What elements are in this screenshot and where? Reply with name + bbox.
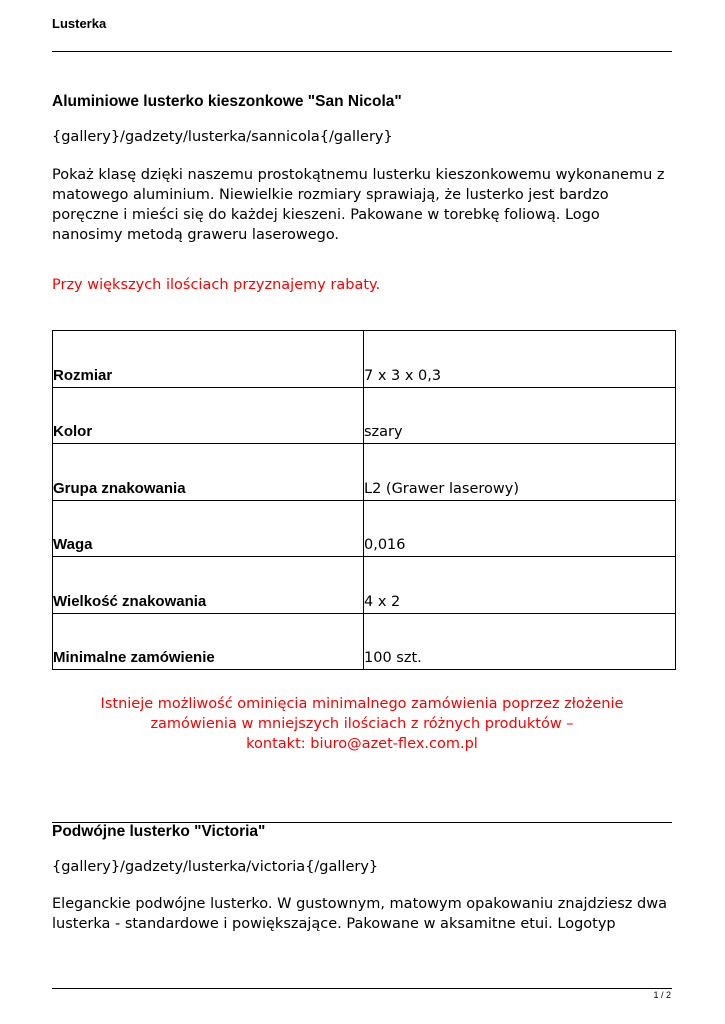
spec-label: Kolor xyxy=(53,387,364,444)
description-line: Eleganckie podwójne lusterko. W gustownym, matowym opakowaniu znajdziesz dwa xyxy=(52,896,667,912)
description-line: Pokaż klasę dzięki naszemu prostokątnemu lusterku kieszonkowemu wykonanemu z xyxy=(52,167,665,183)
spec-label: Wielkość znakowania xyxy=(53,557,364,614)
spec-value: 7 x 3 x 0,3 xyxy=(364,331,676,388)
spec-value: 4 x 2 xyxy=(364,557,676,614)
page-header-title: Lusterka xyxy=(52,16,107,31)
product-description xyxy=(52,894,677,934)
page-number: 1 / 2 xyxy=(653,990,671,1000)
description-line: nanosimy metodą graweru laserowego. xyxy=(52,227,340,243)
spec-value: 100 szt. xyxy=(364,613,676,670)
description-line: lusterka - standardowe i powiększające. Pakowane w aksamitne etui. Logotyp xyxy=(52,916,616,932)
product-title: Podwójne lusterko "Victoria" xyxy=(52,823,266,840)
specs-table xyxy=(52,330,676,670)
table-row xyxy=(53,613,676,670)
spec-label: Grupa znakowania xyxy=(53,444,364,501)
notice-line: zamówienia w mniejszych ilościach z różnych produktów – xyxy=(150,716,574,732)
header-divider xyxy=(52,51,672,52)
spec-value: L2 (Grawer laserowy) xyxy=(364,444,676,501)
table-row xyxy=(53,331,676,388)
table-row xyxy=(53,444,676,501)
minimum-order-notice xyxy=(52,694,672,754)
description-line: poręczne i mieści się do każdej kieszeni. Pakowane w torebkę foliową. Logo xyxy=(52,207,600,223)
product-title: Aluminiowe lusterko kieszonkowe "San Nicola" xyxy=(52,93,402,110)
table-row xyxy=(53,387,676,444)
footer-divider xyxy=(52,988,672,989)
notice-line: Istnieje możliwość ominięcia minimalnego zamówienia poprzez złożenie xyxy=(100,696,624,712)
spec-value: 0,016 xyxy=(364,500,676,557)
spec-label: Waga xyxy=(53,500,364,557)
gallery-tag: {gallery}/gadzety/lusterka/victoria{/gallery} xyxy=(52,859,379,875)
discount-note: Przy większych ilościach przyznajemy rabaty. xyxy=(52,277,381,293)
spec-label: Rozmiar xyxy=(53,331,364,388)
product-description xyxy=(52,165,677,245)
table-row xyxy=(53,557,676,614)
description-line: matowego aluminium. Niewielkie rozmiary sprawiają, że lusterko jest bardzo xyxy=(52,187,609,203)
spec-value: szary xyxy=(364,387,676,444)
gallery-tag: {gallery}/gadzety/lusterka/sannicola{/gallery} xyxy=(52,129,393,145)
notice-line: kontakt: biuro@azet-flex.com.pl xyxy=(246,736,478,752)
spec-label: Minimalne zamówienie xyxy=(53,613,364,670)
table-row xyxy=(53,500,676,557)
